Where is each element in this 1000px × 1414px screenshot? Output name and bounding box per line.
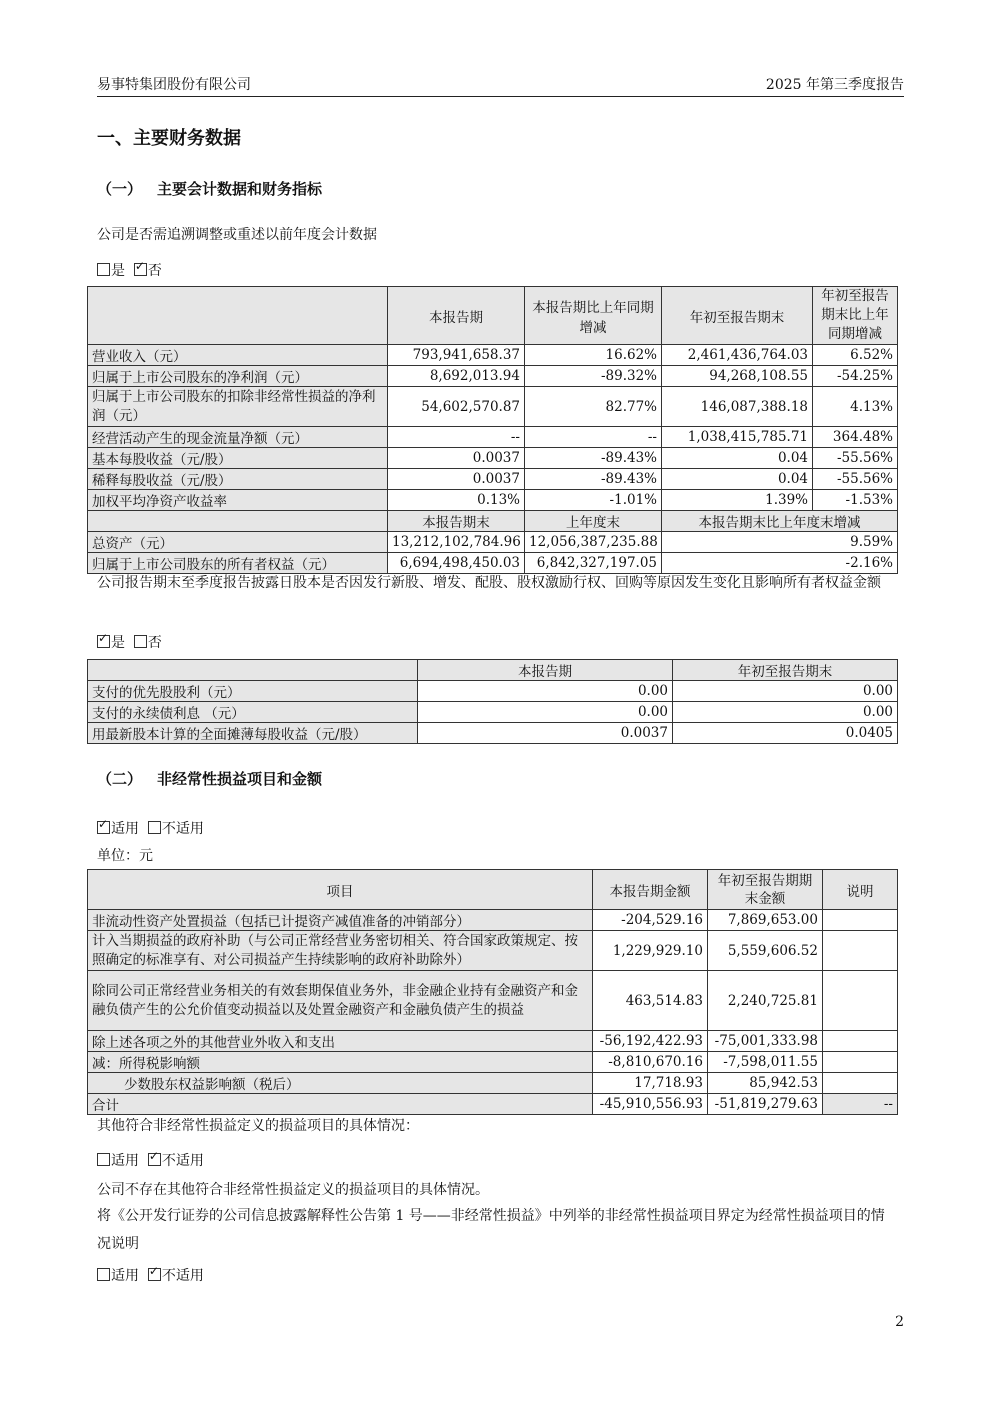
- cell-value: 85,942.53: [708, 1073, 823, 1094]
- table-row: [88, 1073, 898, 1094]
- table-row: [88, 723, 898, 744]
- row-label: 除上述各项之外的其他营业外收入和支出: [88, 1031, 593, 1052]
- restate-yes-label: 是: [111, 263, 125, 279]
- cell-value: 0.13%: [388, 490, 525, 511]
- restate-question: 公司是否需追溯调整或重述以前年度会计数据: [97, 227, 377, 243]
- cell-value: 793,941,658.37: [388, 345, 525, 366]
- table2-header-blank: [88, 660, 418, 681]
- cell-value: -89.32%: [525, 366, 662, 387]
- non-recurring-table: [87, 869, 898, 1115]
- subsection-1-num: （一）: [97, 180, 143, 198]
- row-label: 合计: [88, 1094, 593, 1115]
- cell-value: -75,001,333.98: [708, 1031, 823, 1052]
- table-row: [88, 427, 898, 448]
- cell-value: 463,514.83: [593, 971, 708, 1031]
- applicable-no-label: 不适用: [161, 821, 204, 837]
- table-row: [88, 971, 898, 1031]
- cell-value: 0.04: [662, 448, 813, 469]
- table-row: [88, 931, 898, 971]
- report-title: 2025 年第三季度报告: [765, 77, 904, 93]
- other-items-explain: 将《公开发行证券的公司信息披露解释性公告第 1 号——非经常性损益》中列举的非经常性损益项目界定为经常性损益项目的情况说明: [97, 1208, 885, 1252]
- financial-data-table: [87, 286, 898, 574]
- row-label: 少数股东权益影响额（税后）: [88, 1073, 593, 1094]
- cell-value: 82.77%: [525, 387, 662, 427]
- table3-header-cell: 本报告期金额: [593, 870, 708, 910]
- cell-value: 4.13%: [813, 387, 898, 427]
- table-row: [88, 448, 898, 469]
- table-row: [88, 345, 898, 366]
- cell-value: -54.25%: [813, 366, 898, 387]
- cell-value: 146,087,388.18: [662, 387, 813, 427]
- table-row: [88, 702, 898, 723]
- cell-value: -2.16%: [662, 553, 898, 574]
- table-row: [88, 1031, 898, 1052]
- table-row: [88, 490, 898, 511]
- table-row: [88, 681, 898, 702]
- subsection-2-title: [97, 768, 322, 789]
- cell-value: -89.43%: [525, 448, 662, 469]
- row-label: 支付的永续债利息 （元）: [88, 702, 418, 723]
- cell-value: 0.0037: [388, 448, 525, 469]
- table-row: [88, 366, 898, 387]
- table-row: [88, 1052, 898, 1073]
- cell-value: -1.53%: [813, 490, 898, 511]
- cell-value: 1,038,415,785.71: [662, 427, 813, 448]
- cell-value: 7,869,653.00: [708, 910, 823, 931]
- cell-value: -8,810,670.16: [593, 1052, 708, 1073]
- row-label: 加权平均净资产收益率: [88, 490, 388, 511]
- cell-value: -45,910,556.93: [593, 1094, 708, 1115]
- cell-value: 2,461,436,764.03: [662, 345, 813, 366]
- table1-subheader-cell: 本报告期末比上年度末增减: [662, 511, 898, 532]
- table1-subheader-blank: [88, 511, 388, 532]
- cell-value: -56,192,422.93: [593, 1031, 708, 1052]
- table-row: [88, 387, 898, 427]
- cell-value: 0.00: [673, 681, 898, 702]
- restate-no-checkbox[interactable]: [134, 263, 147, 276]
- cell-value: [823, 931, 898, 971]
- table2-header-cell: 本报告期: [418, 660, 673, 681]
- restate-no-label: 否: [147, 263, 162, 279]
- page-number: 2: [895, 1314, 904, 1330]
- share-change-question: 公司报告期末至季度报告披露日股本是否因发行新股、增发、配股、股权激励行权、回购等原因发生变化且影响所有者权益金额: [97, 575, 881, 591]
- cell-value: 0.04: [662, 469, 813, 490]
- cell-value: -7,598,011.55: [708, 1052, 823, 1073]
- table2-header-cell: 年初至报告期末: [673, 660, 898, 681]
- cell-value: 364.48%: [813, 427, 898, 448]
- applicable-no-checkbox[interactable]: [148, 1153, 161, 1166]
- cell-value: 8,692,013.94: [388, 366, 525, 387]
- applicable-no-label: 不适用: [161, 1153, 204, 1169]
- cell-value: 0.0037: [418, 723, 673, 744]
- table1-header-cell: 年初至报告期末比上年同期增减: [813, 287, 898, 345]
- cell-value: -204,529.16: [593, 910, 708, 931]
- cell-value: 0.00: [673, 702, 898, 723]
- cell-value: 0.00: [418, 702, 673, 723]
- company-name: 易事特集团股份有限公司: [97, 77, 251, 93]
- table1-header-blank: [88, 287, 388, 345]
- table3-header-cell: 说明: [823, 870, 898, 910]
- share-change-no-checkbox[interactable]: [134, 635, 147, 648]
- cell-value: [823, 1073, 898, 1094]
- applicable-yes-checkbox[interactable]: [97, 1153, 110, 1166]
- subsection-2-text: 非经常性损益项目和金额: [157, 770, 323, 788]
- row-label: 计入当期损益的政府补助（与公司正常经营业务密切相关、符合国家政策规定、按照确定的标准享有、对公司损益产生持续影响的政府补助除外）: [88, 931, 593, 971]
- unit-label: 单位：元: [97, 848, 153, 864]
- cell-value: [823, 971, 898, 1031]
- applicable-no-checkbox[interactable]: [148, 1268, 161, 1281]
- row-label: 支付的优先股股利（元）: [88, 681, 418, 702]
- table1-subheader-cell: 本报告期末: [388, 511, 525, 532]
- row-label: 营业收入（元）: [88, 345, 388, 366]
- table3-header-row: [88, 870, 898, 910]
- subsection-1-text: 主要会计数据和财务指标: [157, 180, 323, 198]
- other-items-question: 其他符合非经常性损益定义的损益项目的具体情况：: [97, 1118, 419, 1134]
- cell-value: 12,056,387,235.88: [525, 532, 662, 553]
- cell-value: 1,229,929.10: [593, 931, 708, 971]
- table2-header-row: [88, 660, 898, 681]
- applicable-options-1: [97, 818, 204, 838]
- table1-header-cell: 本报告期比上年同期增减: [525, 287, 662, 345]
- cell-value: 94,268,108.55: [662, 366, 813, 387]
- cell-value: 16.62%: [525, 345, 662, 366]
- dividend-table: [87, 659, 898, 744]
- applicable-yes-label: 适用: [111, 821, 139, 837]
- row-label: 基本每股收益（元/股）: [88, 448, 388, 469]
- cell-value: 9.59%: [662, 532, 898, 553]
- cell-value: 2,240,725.81: [708, 971, 823, 1031]
- row-label: 归属于上市公司股东的所有者权益（元）: [88, 553, 388, 574]
- row-label: 归属于上市公司股东的扣除非经常性损益的净利润（元）: [88, 387, 388, 427]
- cell-value: --: [388, 427, 525, 448]
- cell-value: 0.0405: [673, 723, 898, 744]
- cell-value: -89.43%: [525, 469, 662, 490]
- page-header: [97, 70, 904, 97]
- table-row: [88, 532, 898, 553]
- row-label: 非流动性资产处置损益（包括已计提资产减值准备的冲销部分）: [88, 910, 593, 931]
- table3-header-cell: 项目: [88, 870, 593, 910]
- share-change-no-label: 否: [147, 635, 162, 651]
- cell-value: 6,694,498,450.03: [388, 553, 525, 574]
- section-title: 一、主要财务数据: [97, 128, 241, 149]
- table1-header-cell: 年初至报告期末: [662, 287, 813, 345]
- applicable-no-checkbox[interactable]: [148, 821, 161, 834]
- subsection-2-num: （二）: [97, 770, 143, 788]
- cell-value: [823, 1031, 898, 1052]
- cell-value: [823, 1052, 898, 1073]
- cell-value: -51,819,279.63: [708, 1094, 823, 1115]
- row-label: 稀释每股收益（元/股）: [88, 469, 388, 490]
- cell-value: 6,842,327,197.05: [525, 553, 662, 574]
- row-label: 总资产（元）: [88, 532, 388, 553]
- restate-options: [97, 260, 162, 280]
- table1-header-cell: 本报告期: [388, 287, 525, 345]
- applicable-options-3: [97, 1265, 204, 1285]
- row-label: 除同公司正常经营业务相关的有效套期保值业务外，非金融企业持有金融资产和金融负债产生的公允价值变动损益以及处置金融资产和金融负债产生的损益: [88, 971, 593, 1031]
- subsection-1-title: [97, 178, 322, 199]
- table1-subheader-row: [88, 511, 898, 532]
- applicable-no-label: 不适用: [161, 1268, 204, 1284]
- applicable-yes-checkbox[interactable]: [97, 1268, 110, 1281]
- cell-value: 1.39%: [662, 490, 813, 511]
- applicable-yes-label: 适用: [111, 1268, 139, 1284]
- cell-value: 0.0037: [388, 469, 525, 490]
- restate-yes-checkbox[interactable]: [97, 263, 110, 276]
- cell-value: --: [525, 427, 662, 448]
- cell-value: 6.52%: [813, 345, 898, 366]
- cell-value: -55.56%: [813, 448, 898, 469]
- applicable-yes-label: 适用: [111, 1153, 139, 1169]
- row-label: 归属于上市公司股东的净利润（元）: [88, 366, 388, 387]
- table-row: [88, 910, 898, 931]
- cell-value: 0.00: [418, 681, 673, 702]
- share-change-yes-label: 是: [111, 635, 125, 651]
- cell-value: 54,602,570.87: [388, 387, 525, 427]
- applicable-yes-checkbox[interactable]: [97, 821, 110, 834]
- cell-value: -1.01%: [525, 490, 662, 511]
- share-change-options: [97, 632, 162, 652]
- cell-value: --: [823, 1094, 898, 1115]
- cell-value: 5,559,606.52: [708, 931, 823, 971]
- row-label: 减：所得税影响额: [88, 1052, 593, 1073]
- cell-value: 17,718.93: [593, 1073, 708, 1094]
- row-label: 用最新股本计算的全面摊薄每股收益（元/股）: [88, 723, 418, 744]
- applicable-options-2: [97, 1150, 204, 1170]
- table1-header-row: [88, 287, 898, 345]
- cell-value: -55.56%: [813, 469, 898, 490]
- cell-value: [823, 910, 898, 931]
- share-change-yes-checkbox[interactable]: [97, 635, 110, 648]
- row-label: 经营活动产生的现金流量净额（元）: [88, 427, 388, 448]
- table-row: [88, 469, 898, 490]
- other-items-statement: 公司不存在其他符合非经常性损益定义的损益项目的具体情况。: [97, 1182, 489, 1198]
- table1-subheader-cell: 上年度末: [525, 511, 662, 532]
- cell-value: 13,212,102,784.96: [388, 532, 525, 553]
- table3-header-cell: 年初至报告期期末金额: [708, 870, 823, 910]
